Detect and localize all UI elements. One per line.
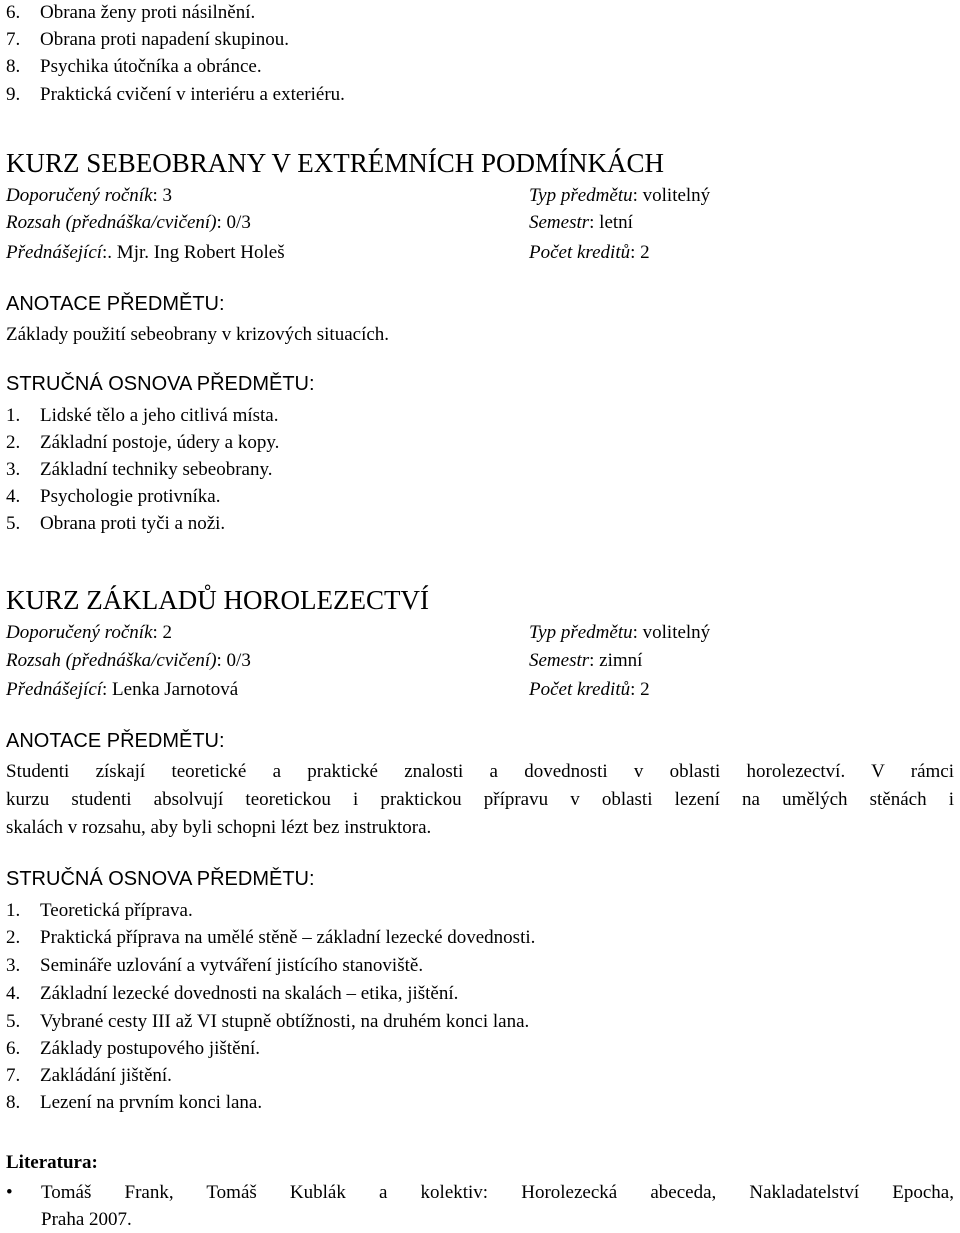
list-item: 1. Lidské tělo a jeho citlivá místa. xyxy=(6,405,279,426)
list-item: 3. Základní techniky sebeobrany. xyxy=(6,459,273,480)
list-item: 8. Psychika útočníka a obránce. xyxy=(6,56,262,77)
annotation-text: Základy použití sebeobrany v krizových situacích. xyxy=(6,324,390,345)
course-title: KURZ SEBEOBRANY V EXTRÉMNÍCH PODMÍNKÁCH xyxy=(6,148,665,178)
list-item: 3. Semináře uzlování a vytváření jistícího stanoviště. xyxy=(6,955,424,976)
course-meta-row xyxy=(6,620,956,646)
bullet-icon: • xyxy=(6,1182,13,1203)
literature-line: Tomáš Frank, Tomáš Kublák a kolektiv: Horolezecká abeceda, Nakladatelství Epocha, xyxy=(41,1182,954,1203)
lecturer-field: Přednášející: Lenka Jarnotová xyxy=(6,679,239,700)
course-meta-row xyxy=(6,648,956,674)
literature-line: Praha 2007. xyxy=(41,1209,132,1230)
list-item: 7. Zakládání jištění. xyxy=(6,1065,172,1086)
course-meta-row xyxy=(6,240,956,266)
list-item: 7. Obrana proti napadení skupinou. xyxy=(6,29,290,50)
course-meta-row xyxy=(6,210,956,236)
annotation-line: kurzu studenti absolvují teoretickou i praktickou přípravu v oblasti lezení na umělých stěnách i xyxy=(6,789,954,810)
type-field: Typ předmětu: volitelný xyxy=(529,622,711,643)
list-item: 2. Praktická příprava na umělé stěně – základní lezecké dovednosti. xyxy=(6,927,536,948)
course-title: KURZ ZÁKLADŮ HOROLEZECTVÍ xyxy=(6,585,429,615)
annotation-heading: ANOTACE PŘEDMĚTU: xyxy=(6,730,225,752)
year-field: Doporučený ročník: 3 xyxy=(6,185,173,206)
range-field: Rozsah (přednáška/cvičení): 0/3 xyxy=(6,650,251,671)
type-field: Typ předmětu: volitelný xyxy=(529,185,711,206)
credits-field: Počet kreditů: 2 xyxy=(529,242,650,263)
semester-field: Semestr: letní xyxy=(529,212,633,233)
list-item: 8. Lezení na prvním konci lana. xyxy=(6,1092,263,1113)
list-item: 4. Základní lezecké dovednosti na skalách – etika, jištění. xyxy=(6,983,459,1004)
list-item: 4. Psychologie protivníka. xyxy=(6,486,221,507)
annotation-line: Studenti získají teoretické a praktické znalosti a dovednosti v oblasti horolezectví. V rámci xyxy=(6,761,954,782)
list-item: 9. Praktická cvičení v interiéru a exteriéru. xyxy=(6,84,345,105)
literature-heading: Literatura: xyxy=(6,1152,98,1173)
list-item: 5. Vybrané cesty III až VI stupně obtížnosti, na druhém konci lana. xyxy=(6,1011,530,1032)
annotation-line: skalách v rozsahu, aby byli schopni lézt bez instruktora. xyxy=(6,817,432,838)
list-item: 6. Základy postupového jištění. xyxy=(6,1038,261,1059)
list-item: 1. Teoretická příprava. xyxy=(6,900,193,921)
credits-field: Počet kreditů: 2 xyxy=(529,679,650,700)
outline-heading: STRUČNÁ OSNOVA PŘEDMĚTU: xyxy=(6,373,315,395)
year-field: Doporučený ročník: 2 xyxy=(6,622,173,643)
outline-heading: STRUČNÁ OSNOVA PŘEDMĚTU: xyxy=(6,868,315,890)
course-meta-row xyxy=(6,677,956,703)
lecturer-field: Přednášející:. Mjr. Ing Robert Holeš xyxy=(6,242,285,263)
list-item: 6. Obrana ženy proti násilnění. xyxy=(6,2,256,23)
annotation-heading: ANOTACE PŘEDMĚTU: xyxy=(6,293,225,315)
range-field: Rozsah (přednáška/cvičení): 0/3 xyxy=(6,212,251,233)
list-item: 5. Obrana proti tyči a noži. xyxy=(6,513,226,534)
semester-field: Semestr: zimní xyxy=(529,650,643,671)
course-meta-row xyxy=(6,183,956,209)
list-item: 2. Základní postoje, údery a kopy. xyxy=(6,432,280,453)
